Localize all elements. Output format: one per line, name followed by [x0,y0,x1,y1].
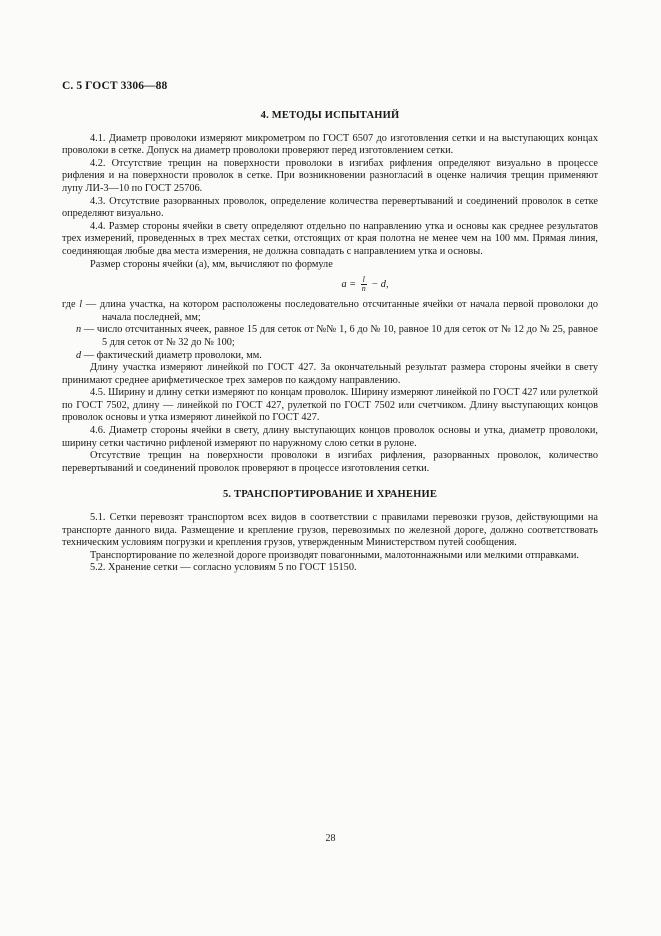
definition-d-symbol: d [76,349,82,361]
page-number: 28 [325,833,336,844]
paragraph-4-4-cont: Длину участка измеряют линейкой по ГОСТ 427. За окончательный результат размера стороны ячейки в свету принимают среднее арифметическое трех замеров по каждому направлению. [62,362,598,386]
formula-rhs: − d, [371,279,389,291]
formula-fraction [361,276,367,293]
paragraph-4-6-cont: Отсутствие трещин на поверхности проволоки в изгибах рифления, разорванных проволок, количество перевертываний и соединений проволок проверяют в процессе изготовления сетки. [62,450,598,474]
paragraph-4-5: 4.5. Ширину и длину сетки измеряют по концам проволок. Ширину измеряют линейкой по ГОСТ 427 или рулеткой по ГОСТ 7502, длину — линейкой по ГОСТ 427, рулеткой по ГОСТ 7502 или счетчиком. Длину выступающих концов проволок основы и утка измеряют линейкой по ГОСТ 427. [62,387,598,424]
definition-l-text: — длина участка, на котором расположены последовательно отсчитанные ячейки от начала первой проволоки до начала последней, мм; [82,299,599,323]
formula-lhs: a = [341,279,357,291]
paragraph-5-1: 5.1. Сетки перевозят транспортом всех видов в соответствии с правилами перевозки грузов, действующими на транспорте данного вида. Размещение и крепление грузов, перевозимых по железной дороге, должно соответствовать техническим условиям погрузки и крепления грузов, утвержденным Министерством путей сообщения. [62,512,598,549]
paragraph-5-1-cont: Транспортирование по железной дороге производят повагонными, малотоннажными или мелкими отправками. [90,549,579,561]
definition-d-text: — фактический диаметр проволоки, мм. [81,349,262,361]
definition-d [62,350,598,363]
page-header: С. 5 ГОСТ 3306—88 [62,80,168,92]
paragraph-4-2: 4.2. Отсутствие трещин на поверхности проволоки в изгибах рифления определяют визуально в процессе рифления и на поверхности проволок в сетке. При возникновении разногласий в оценке наличия трещин применяют лупу ЛИ-3—10 по ГОСТ 25706. [62,157,598,194]
formula [132,276,598,294]
definition-n-text: — число отсчитанных ячеек, равное 15 для сеток от №№ 1, 6 до № 10, равное 10 для сеток от № 12 до № 25, равное 5 для сеток от № 32 до № 100; [81,324,598,348]
definition-n [62,324,598,349]
paragraph-5-2: 5.2. Хранение сетки — согласно условиям 5 по ГОСТ 15150. [90,562,357,574]
paragraph-4-3: 4.3. Отсутствие разорванных проволок, определение количества перевертываний и соединений проволок в сетке определяют визуально. [62,195,598,220]
formula-definitions [62,299,598,362]
definition-l [62,299,598,324]
section-4-title: 4. МЕТОДЫ ИСПЫТАНИЙ [260,110,400,121]
definition-where: где [62,299,76,311]
paragraph-4-4: 4.4. Размер стороны ячейки в свету определяют отдельно по направлению утка и основы как среднее результатов трех измерений, проведенных в трех местах сетки, отстоящих от края полотна не менее чем на 100 мм. Прямая линия, соединяющая любые два места измерения, не должна совпадать с направлением утка и основы. [62,220,598,257]
definition-l-symbol: l [79,299,83,311]
paragraph-4-6: 4.6. Диаметр стороны ячейки в свету, длину выступающих концов проволок основы и утка, диаметр проволоки, ширину сетки частично рифленой измеряют по наружному слою сетки в рулоне. [62,425,598,449]
page-content [62,110,598,575]
formula-numerator: l [362,275,365,285]
section-5-title: 5. ТРАНСПОРТИРОВАНИЕ И ХРАНЕНИЕ [222,489,438,501]
formula-intro: Размер стороны ячейки (а), мм, вычисляют по формуле [90,258,333,270]
definition-n-symbol: n [76,324,82,336]
paragraph-4-1: 4.1. Диаметр проволоки измеряют микрометром по ГОСТ 6507 до изготовления сетки и на выступающих концах проволоки в сетке. Допуск на диаметр проволоки проверяют перед изготовлением сетки. [62,132,598,157]
formula-denominator: n [361,284,366,294]
